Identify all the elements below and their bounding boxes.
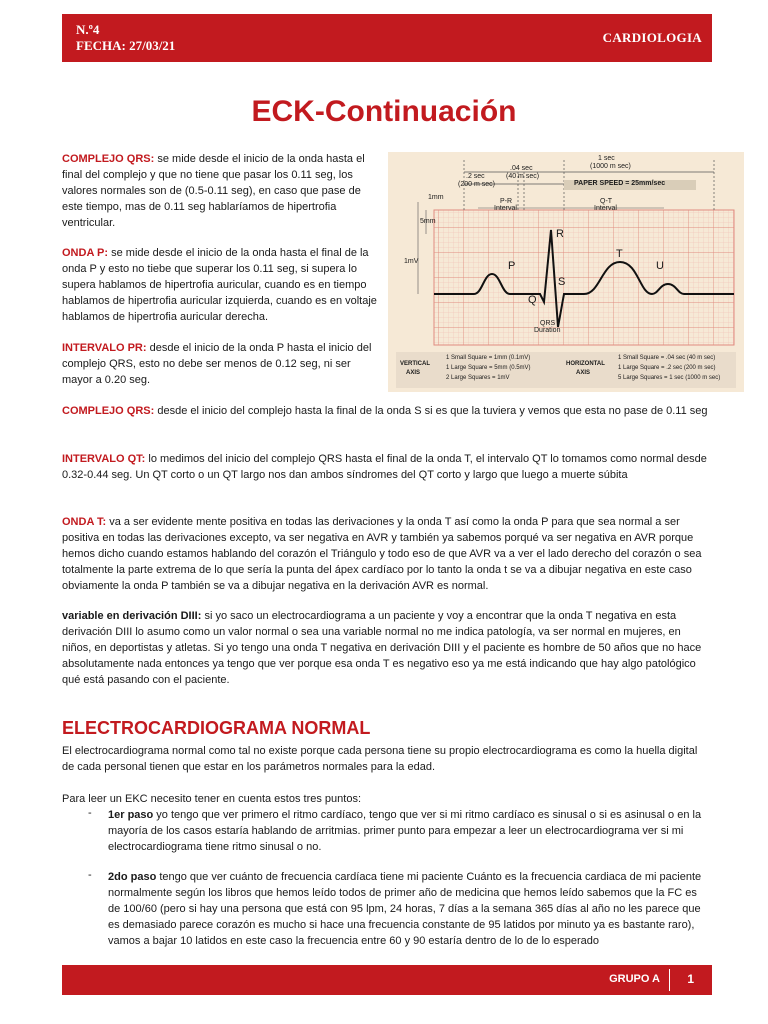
ecg-qrs-dur: Duration	[534, 327, 561, 334]
ecg-vert-1: VERTICAL	[400, 361, 430, 367]
section-heading: ELECTROCARDIOGRAMA NORMAL	[62, 718, 371, 738]
ecg-5mm: 5mm	[420, 218, 436, 225]
ecg-top-sec: 1 sec	[598, 155, 615, 162]
ecg-h-row-3: 5 Large Squares = 1 sec (1000 m sec)	[618, 375, 721, 381]
para-complejo-qrs	[62, 151, 380, 231]
para-onda-p	[62, 245, 380, 325]
para-intervalo-pr	[62, 340, 380, 388]
ecg-vert-2: AXIS	[406, 370, 421, 376]
ecg-qrs: QRS	[540, 320, 556, 327]
ecg-diagram	[388, 152, 744, 392]
label: INTERVALO QT:	[62, 453, 146, 465]
ecg-v-row-2: 1 Large Square = 5mm (0.5mV)	[446, 365, 531, 371]
label: COMPLEJO QRS:	[62, 153, 155, 165]
label: ONDA P:	[62, 247, 109, 259]
header-meta	[76, 22, 175, 54]
para-variable-diii	[62, 608, 712, 688]
ecg-grid	[434, 210, 734, 345]
step-label: 2do paso	[108, 871, 157, 883]
footer-divider	[669, 969, 670, 991]
ecg-v-row-1: 1 Small Square = 1mm (0.1mV)	[446, 355, 531, 361]
bullet-dash: -	[88, 807, 92, 819]
ecg-top-ms: (1000 m sec)	[590, 163, 631, 170]
label: COMPLEJO QRS:	[62, 405, 155, 417]
doc-number: N.º4	[76, 22, 100, 37]
body: desde el inicio de la onda P hasta el inicio del complejo QRS, esto no debe ser menos de 0.12 seg, ni ser mayor a 0.20 seg.	[62, 342, 372, 386]
ecg-wave-r: R	[556, 228, 564, 240]
ecg-horz-1: HORIZONTAL	[566, 361, 605, 367]
step-text: yo tengo que ver primero el ritmo cardíaco, tengo que ver si mi ritmo cardíaco es sinusal o si es asinusal o en la mayoría de los casos estaría hablando de arritmias. primer punto para empezar a leer un electrocardiograma ver si mi electrocardiograma tiene ritmo sinusal o no.	[108, 809, 702, 853]
normal-lead: Para leer un EKC necesito tener en cuenta estos tres puntos:	[62, 793, 362, 805]
ecg-two-sec: .2 sec	[466, 173, 485, 180]
ecg-wave-t: T	[616, 248, 623, 260]
ecg-1mm: 1mm	[428, 194, 444, 201]
label: INTERVALO PR:	[62, 342, 147, 354]
list-item-step-1	[108, 807, 710, 855]
footer-bar	[62, 965, 712, 995]
label: variable en derivación DIII:	[62, 610, 202, 622]
ecg-wave-p: P	[508, 260, 516, 272]
ecg-wave-s: S	[558, 276, 566, 288]
body: desde el inicio del complejo hasta la final de la onda S si es que la tuviera y vemos que esta no pase de 0.11 seg	[154, 405, 708, 417]
ecg-1mv: 1mV	[404, 258, 419, 265]
header-bar	[62, 14, 712, 62]
ecg-qt-int: Interval	[594, 205, 617, 212]
body: si yo saco un electrocardiograma a un paciente y voy a encontrar que la onda T negativa en esta derivación DIII lo asumo como un valor normal o sea una variable normal no me indica patología, va ser normal en mujeres, en niños, en deportistas y atletas. Si yo tengo una onda T negativa en derivación DIII y el paciente es hombre de 50 años que no hace absolutamente nada entonces ya tengo que ver porque esa onda T es negativo eso ya me está indicando que hay algo patológico qué está pasando con el paciente.	[62, 610, 702, 686]
step-label: 1er paso	[108, 809, 154, 821]
para-complejo-qrs-2	[62, 403, 712, 419]
ecg-pr: P-R	[500, 198, 513, 205]
ecg-qt: Q-T	[600, 198, 613, 205]
body: va a ser evidente mente positiva en todas las derivaciones y la onda T así como la onda P para que sea normal a ser positiva en todas las derivaciones excepto, va ser negativa en AVR y también ya sabemos porqué va ser negativa en AVR porque hemos dicho cuando estamos hablando del corazón el Triángulo y todo eso de que AVR va a ver el lado derecho del corazón o sea totalmente la parte extrema de lo que sería la punta del ápex cardíaco por lo tanto la onda t se va a dibujar negativa en este caso obviamente la onda P también se va a dibujar negativa en la derivación AVR es normal.	[62, 516, 702, 592]
footer-group: GRUPO A	[609, 973, 660, 985]
ecg-wave-u: U	[656, 260, 664, 272]
list-item-step-2	[108, 869, 710, 949]
ecg-two-ms: (200 m sec)	[458, 181, 495, 188]
ecg-h-row-2: 1 Large Square = .2 sec (200 m sec)	[618, 365, 716, 371]
page-title: ECK-Continuación	[251, 95, 517, 128]
normal-intro: El electrocardiograma normal como tal no existe porque cada persona tiene su propio electrocardiograma es como la huella digital de cada personal tienen que estar en los parámetros normales para la edad.	[62, 745, 698, 773]
label: ONDA T:	[62, 516, 107, 528]
bullet-dash: -	[88, 869, 92, 881]
para-intervalo-qt	[62, 451, 712, 483]
ecg-horz-2: AXIS	[576, 370, 591, 376]
doc-date: FECHA: 27/03/21	[76, 38, 176, 53]
subject-label: CARDIOLOGIA	[602, 30, 702, 45]
body: se mide desde el inicio de la onda hasta el final del complejo y que no tiene que pasar los 0.11 seg, los valores normales son de (0.5-0.11 seg), en caso que pase de este tiempo, mas de 0.11 seg hablaríamos de hipertrofia ventricular.	[62, 153, 365, 229]
para-onda-t	[62, 514, 712, 594]
body: se mide desde el inicio de la onda hasta el final de la onda P y esto no tiebe que superar los 0.11 seg, si supera lo supera hablamos de hipertrofia auricular, cuando es en tiempo hablamos de hipertrofia auricular izquierda, cuando es en voltaje hablamos de hipertrofia auricular derecha.	[62, 247, 377, 323]
ecg-paper-speed: PAPER SPEED = 25mm/sec	[574, 180, 666, 187]
ecg-h-row-1: 1 Small Square = .04 sec (40 m sec)	[618, 355, 716, 361]
ecg-o4-ms: (40 m sec)	[506, 173, 540, 180]
ecg-o4-sec: .04 sec	[510, 165, 533, 172]
page-number: 1	[687, 972, 694, 986]
ecg-pr-int: Interval	[494, 205, 517, 212]
body: lo medimos del inicio del complejo QRS hasta el final de la onda T, el intervalo QT lo tomamos como normal desde 0.32-0.44 seg. Un QT corto o un QT largo nos dan ambos síndromes del QT corto y largo que luego a muerte súbita	[62, 453, 707, 481]
ecg-v-row-3: 2 Large Squares = 1mV	[446, 375, 510, 381]
ecg-wave-q: Q	[528, 294, 537, 306]
step-text: tengo que ver cuánto de frecuencia cardíaca tiene mi paciente Cuánto es la frecuencia cardiaca de mi paciente normalmente según los libros que hemos leído todos de primer año de medicina que hemos leído sabemos que la FC es de 100/60 (pero si hay una persona que está con 95 lpm, 24 horas, 7 días a la semana 365 días al año no les parece que es demasiado parece corazón es mucho si hace una frecuencia constante de 95 latidos por minuto ya es bastante raro), vamos a bajar 10 latidos en este caso la frecuencia entre 60 y 90 estaría dentro de lo de lo esperado	[108, 871, 702, 947]
